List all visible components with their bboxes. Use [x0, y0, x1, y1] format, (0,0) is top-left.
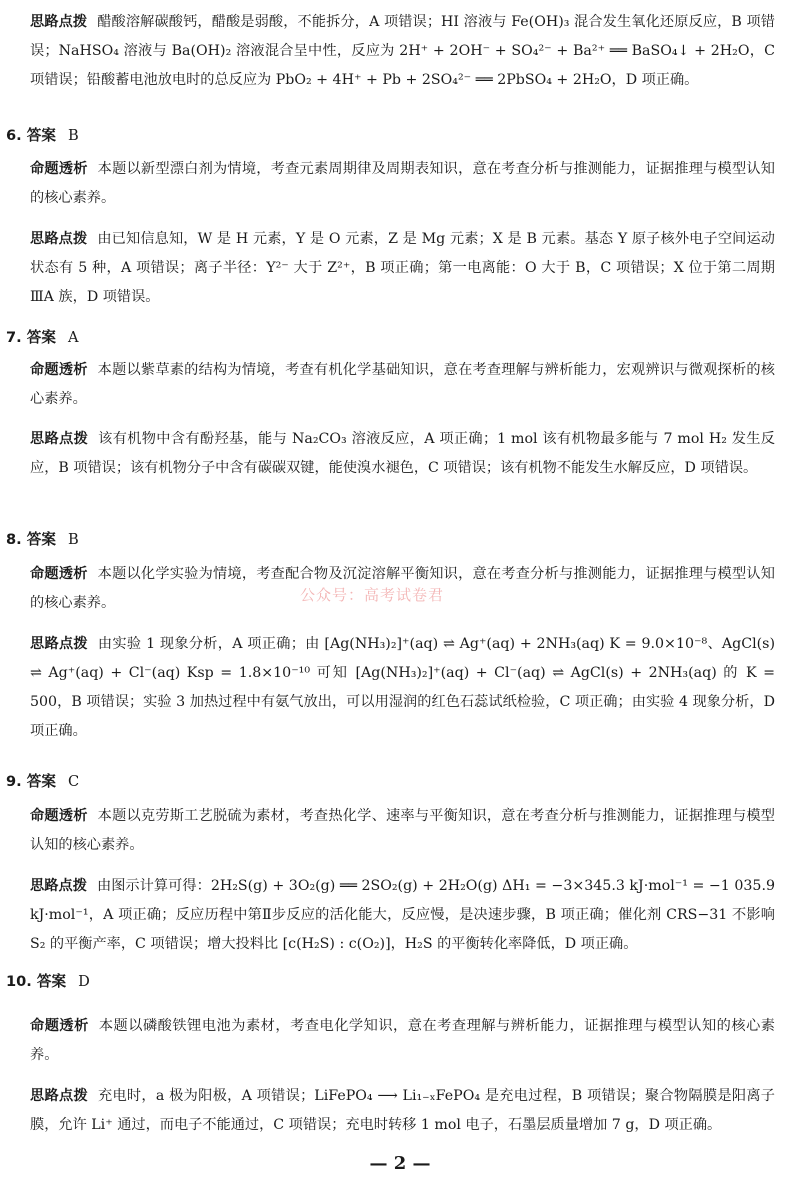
label-analysis: 命题透析 [30, 566, 88, 582]
answer-8 [6, 528, 79, 552]
label-hint: 思路点拨 [30, 14, 88, 30]
answer-7 [6, 326, 79, 350]
explanation-7-hint [30, 425, 775, 483]
answer-9 [6, 770, 79, 794]
explanation-8-hint [30, 630, 775, 746]
explanation-10-hint [30, 1082, 775, 1140]
explanation-7-analysis [30, 356, 775, 414]
explanation-6-hint [30, 225, 775, 312]
label-hint: 思路点拨 [30, 1088, 88, 1104]
explanation-10-analysis [30, 1012, 775, 1070]
explanation-text: 本题以紫草素的结构为情境，考查有机化学基础知识，意在考查理解与辨析能力，宏观辨识与微观探析的核心素养。 [30, 362, 775, 407]
explanation-text: 由已知信息知，W 是 H 元素，Y 是 O 元素，Z 是 Mg 元素；X 是 B 元素。基态 Y 原子核外电子空间运动状态有 5 种，A 项错误；离子半径：Y²⁻ 大于 Z²⁺，B 项正确；第一电离能：O 大于 B，C 项错误；X 位于第二周期ⅢA 族，D 项错误。 [30, 231, 775, 305]
explanation-6-analysis [30, 155, 775, 213]
question-number: 7. 答案 [6, 329, 56, 346]
watermark: 公众号：高考试卷君 [300, 586, 445, 604]
explanation-text: 醋酸溶解碳酸钙，醋酸是弱酸，不能拆分，A 项错误；HI 溶液与 Fe(OH)₃ 混合发生氧化还原反应，B 项错误；NaHSO₄ 溶液与 Ba(OH)₂ 溶液混合呈中性，反应为 2H⁺ + 2OH⁻ + SO₄²⁻ + Ba²⁺ ══ BaSO₄↓ + 2H₂O，C 项错误；铅酸蓄电池放电时的总反应为 PbO₂ + 4H⁺ + Pb + 2SO₄²⁻ ══ 2PbSO₄ + 2H₂O，D 项正确。 [30, 14, 775, 88]
explanation-text: 由实验 1 现象分析，A 项正确；由 [Ag(NH₃)₂]⁺(aq) ⇌ Ag⁺(aq) + 2NH₃(aq) K = 9.0×10⁻⁸、AgCl(s) ⇌ Ag⁺(aq) + Cl⁻(aq) Ksp = 1.8×10⁻¹⁰ 可知 [Ag(NH₃)₂]⁺(aq) + Cl⁻(aq) ⇌ AgCl(s) + 2NH₃(aq) 的 K = 500，B 项错误；实验 3 加热过程中有氨气放出，可以用湿润的红色石蕊试纸检验，C 项正确；由实验 4 现象分析，D 项正确。 [30, 636, 775, 739]
answer-10 [6, 970, 90, 994]
explanation-text: 本题以克劳斯工艺脱硫为素材，考查热化学、速率与平衡知识，意在考查分析与推测能力，证据推理与模型认知的核心素养。 [30, 808, 775, 853]
explanation-text: 本题以磷酸铁锂电池为素材，考查电化学知识，意在考查理解与辨析能力，证据推理与模型认知的核心素养。 [30, 1018, 775, 1063]
question-number: 8. 答案 [6, 531, 56, 548]
explanation-5-hint [30, 8, 775, 95]
explanation-9-analysis [30, 802, 775, 860]
question-number: 6. 答案 [6, 127, 56, 144]
answer-letter: D [78, 973, 90, 990]
explanation-text: 充电时，a 极为阳极，A 项错误；LiFePO₄ ⟶ Li₁₋ₓFePO₄ 是充电过程，B 项错误；聚合物隔膜是阳离子膜，允许 Li⁺ 通过，而电子不能通过，C 项错误；充电时转移 1 mol 电子，石墨层质量增加 7 g，D 项正确。 [30, 1088, 775, 1133]
answer-letter: A [67, 329, 79, 346]
label-hint: 思路点拨 [30, 878, 87, 894]
label-analysis: 命题透析 [30, 1018, 89, 1034]
page-number: — 2 — [369, 1153, 431, 1174]
label-analysis: 命题透析 [30, 808, 88, 824]
label-hint: 思路点拨 [30, 231, 88, 247]
question-number: 10. 答案 [6, 973, 67, 990]
explanation-text: 本题以化学实验为情境，考查配合物及沉淀溶解平衡知识，意在考查分析与推测能力，证据推理与模型认知的核心素养。 [30, 566, 775, 611]
explanation-text: 该有机物中含有酚羟基，能与 Na₂CO₃ 溶液反应，A 项正确；1 mol 该有机物最多能与 7 mol H₂ 发生反应，B 项错误；该有机物分子中含有碳碳双键，能使溴水褪色，C 项错误；该有机物不能发生水解反应，D 项错误。 [30, 431, 775, 476]
label-analysis: 命题透析 [30, 161, 88, 177]
label-hint: 思路点拨 [30, 431, 89, 447]
question-number: 9. 答案 [6, 773, 56, 790]
answer-letter: C [67, 773, 80, 790]
label-hint: 思路点拨 [30, 636, 88, 652]
answer-letter: B [67, 127, 79, 144]
label-analysis: 命题透析 [30, 362, 88, 378]
explanation-text: 由图示计算可得：2H₂S(g) + 3O₂(g) ══ 2SO₂(g) + 2H₂O(g) ΔH₁ = −3×345.3 kJ·mol⁻¹ = −1 035.9 kJ·mol⁻¹，A 项正确；反应历程中第Ⅱ步反应的活化能大，反应慢，是决速步骤，B 项正确；催化剂 CRS−31 不影响 S₂ 的平衡产率，C 项错误；增大投料比 [c(H₂S) : c(O₂)]，H₂S 的平衡转化率降低，D 项正确。 [30, 878, 775, 952]
answer-letter: B [67, 531, 79, 548]
answer-6 [6, 124, 79, 148]
explanation-9-hint [30, 872, 775, 959]
explanation-text: 本题以新型漂白剂为情境，考查元素周期律及周期表知识，意在考查分析与推测能力，证据推理与模型认知的核心素养。 [30, 161, 775, 206]
